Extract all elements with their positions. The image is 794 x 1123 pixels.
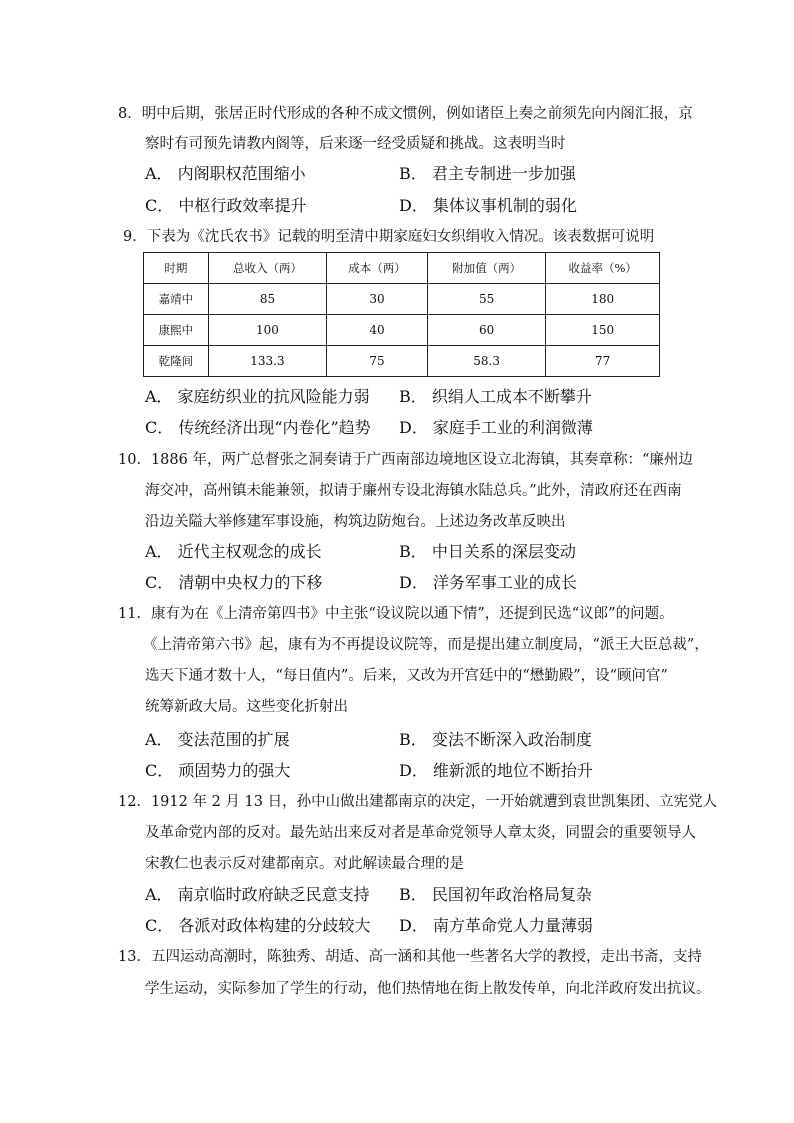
question-text-line: 《上清帝第六书》起，康有为不再提设议院等，而是提出建立制度局，“派王大臣总裁”， [143, 637, 709, 653]
option-c[interactable]: C． 传统经济出现“内卷化”趋势 [145, 418, 371, 437]
question-text-line: 9．下表为《沈氏农书》记载的明至清中期家庭妇女织绢收入情况。该表数据可说明 [123, 229, 655, 245]
option-c[interactable]: C． 各派对政体构建的分歧较大 [145, 916, 371, 935]
option-d[interactable]: D． 集体议事机制的弱化 [399, 196, 577, 215]
question-text-line: 10．1886 年，两广总督张之洞奏请于广西南部边境地区设立北海镇，其奏章称：“廉州边 [118, 452, 693, 468]
option-d[interactable]: D． 维新派的地位不断抬升 [399, 761, 593, 780]
table-cell: 133.3 [208, 346, 327, 377]
option-c[interactable]: C． 顽固势力的强大 [145, 761, 291, 780]
option-a[interactable]: A． 变法范围的扩展 [145, 730, 290, 749]
income-table [143, 252, 660, 377]
table-header-cell: 时期 [144, 253, 209, 284]
table-cell: 85 [208, 284, 327, 315]
table-cell: 75 [327, 346, 428, 377]
table-row [144, 315, 660, 346]
table-cell: 77 [546, 346, 660, 377]
table-header-cell: 总收入（两） [208, 253, 327, 284]
option-a[interactable]: A． 内阁职权范围缩小 [145, 164, 306, 183]
table-cell: 乾隆间 [144, 346, 209, 377]
question-text-line: 8．明中后期，张居正时代形成的各种不成文惯例，例如诸臣上奏之前须先向内阁汇报，京 [118, 106, 693, 122]
question-text-line: 沿边关隘大举修建军事设施，构筑边防炮台。上述边务改革反映出 [145, 514, 566, 530]
table-header-row [144, 253, 660, 284]
question-text-line: 11．康有为在《上清帝第四书》中主张“设议院以通下情”，还提到民选“议郎”的问题。 [118, 606, 674, 622]
option-c[interactable]: C． 中枢行政效率提升 [145, 196, 307, 215]
table-cell: 康熙中 [144, 315, 209, 346]
question-text-line: 察时有司预先请教内阁等，后来逐一经受质疑和挑战。这表明当时 [145, 136, 566, 152]
table-cell: 60 [427, 315, 546, 346]
option-a[interactable]: A． 近代主权观念的成长 [145, 542, 322, 561]
option-b[interactable]: B． 织绢人工成本不断攀升 [399, 387, 592, 406]
table-row [144, 284, 660, 315]
question-text-line: 13．五四运动高潮时，陈独秀、胡适、高一涵和其他一些著名大学的教授，走出书斋，支持 [118, 949, 702, 965]
option-d[interactable]: D． 南方革命党人力量薄弱 [399, 916, 593, 935]
table-cell: 150 [546, 315, 660, 346]
question-text-line: 及革命党内部的反对。最先站出来反对者是革命党领导人章太炎，同盟会的重要领导人 [145, 825, 696, 841]
table-cell: 嘉靖中 [144, 284, 209, 315]
option-b[interactable]: B． 民国初年政治格局复杂 [399, 885, 592, 904]
question-text-line: 海交冲，高州镇未能兼领，拟请于廉州专设北海镇水陆总兵。”此外，清政府还在西南 [145, 483, 682, 499]
option-b[interactable]: B． 变法不断深入政治制度 [399, 730, 592, 749]
question-text-line: 统筹新政大局。这些变化折射出 [145, 699, 348, 715]
table-cell: 180 [546, 284, 660, 315]
option-d[interactable]: D． 洋务军事工业的成长 [399, 573, 577, 592]
option-a[interactable]: A． 南京临时政府缺乏民意支持 [145, 885, 370, 904]
table-row [144, 346, 660, 377]
question-text-line: 选天下通才数十人，“每日值内”。后来，又改为开宫廷中的“懋勤殿”，设“顾问官” [145, 668, 668, 684]
table-cell: 40 [327, 315, 428, 346]
table-header-cell: 成本（两） [327, 253, 428, 284]
table-cell: 58.3 [427, 346, 546, 377]
table-cell: 100 [208, 315, 327, 346]
question-text-line: 学生运动，实际参加了学生的行动，他们热情地在街上散发传单，向北洋政府发出抗议。 [145, 981, 711, 997]
option-b[interactable]: B． 君主专制进一步加强 [399, 164, 576, 183]
question-text-line: 宋教仁也表示反对建都南京。对此解读最合理的是 [145, 856, 464, 872]
question-text-line: 12．1912 年 2 月 13 日，孙中山做出建都南京的决定，一开始就遭到袁世凯集团、立宪党人 [118, 794, 718, 810]
table-cell: 30 [327, 284, 428, 315]
table-cell: 55 [427, 284, 546, 315]
option-b[interactable]: B． 中日关系的深层变动 [399, 542, 576, 561]
option-d[interactable]: D． 家庭手工业的利润微薄 [399, 418, 593, 437]
option-a[interactable]: A． 家庭纺织业的抗风险能力弱 [145, 387, 370, 406]
option-c[interactable]: C． 清朝中央权力的下移 [145, 573, 323, 592]
table-header-cell: 收益率（%） [546, 253, 660, 284]
table-header-cell: 附加值（两） [427, 253, 546, 284]
